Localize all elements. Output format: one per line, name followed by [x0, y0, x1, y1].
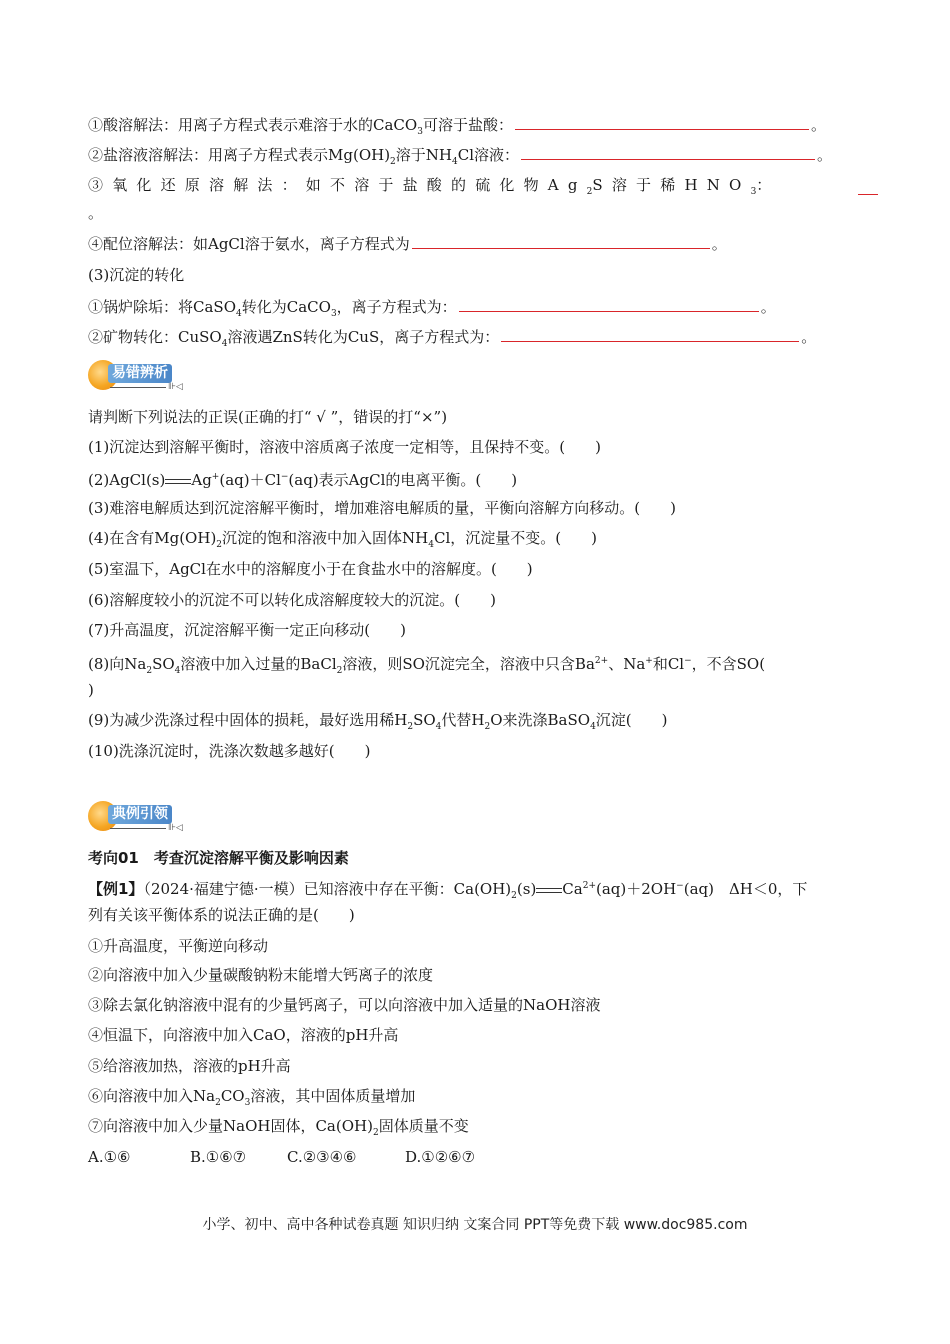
- choice-c[interactable]: C.②③④⑥: [287, 1148, 357, 1166]
- text: 请判断下列说法的正误(正确的打“ √ ”，错误的打“×”): [88, 408, 448, 426]
- text: (8)向Na: [88, 655, 147, 673]
- judgement-item-9: [88, 709, 878, 738]
- text: 。: [711, 235, 727, 253]
- subscript: 4: [590, 722, 596, 732]
- text: 转化为CaCO: [241, 298, 331, 316]
- text: (6)溶解度较小的沉淀不可以转化成溶解度较大的沉淀。( ): [88, 591, 496, 609]
- text: 。: [760, 298, 776, 316]
- text: (7)升高温度，沉淀溶解平衡一定正向移动( ): [88, 621, 406, 639]
- subscript: 4: [452, 157, 458, 167]
- text: （2024·福建宁德·一模）已知溶液中存在平衡：Ca(OH): [143, 880, 512, 898]
- text: 。: [817, 146, 833, 164]
- text: 溶液，其中固体质量增加: [250, 1087, 416, 1105]
- text: O来洗涤BaSO: [490, 711, 591, 729]
- text: (3)沉淀的转化: [88, 266, 185, 284]
- text: 、Na: [608, 655, 646, 673]
- salt-dissolution-line: [88, 144, 878, 173]
- text: ①锅炉除垢：将CaSO: [88, 298, 236, 316]
- text: 可溶于盐酸：: [422, 116, 513, 134]
- text: 考向01 考查沉淀溶解平衡及影响因素: [88, 849, 349, 867]
- acid-dissolution-line: [88, 114, 878, 143]
- judgement-item-8: [88, 650, 878, 682]
- text: ③除去氯化钠溶液中混有的少量钙离子，可以向溶液中加入适量的NaOH溶液: [88, 996, 601, 1014]
- subscript: 2: [407, 722, 414, 732]
- text: ②盐溶液溶解法：用离子方程式表示Mg(OH): [88, 146, 391, 164]
- choice-b[interactable]: B.①⑥⑦: [190, 1148, 247, 1166]
- statement-4: [88, 1024, 878, 1046]
- text: (s): [516, 880, 537, 898]
- judgement-intro: [88, 406, 878, 428]
- subsection-heading: [88, 264, 878, 286]
- text: Ca: [562, 880, 583, 898]
- answer-blank[interactable]: [459, 297, 759, 312]
- judgement-item-2: [88, 466, 878, 491]
- mineral-conversion-line: [88, 326, 878, 355]
- badge-arrow-icon: ⊪◁: [168, 382, 183, 392]
- superscript: +: [211, 472, 220, 482]
- text: 溶液中加入过量的BaCl: [180, 655, 337, 673]
- text: 溶液，则SO沉淀完全，溶液中只含Ba: [342, 655, 595, 673]
- text: ①升高温度，平衡逆向移动: [88, 937, 269, 955]
- text: ⑥向溶液中加入Na: [88, 1087, 216, 1105]
- text: (1)沉淀达到溶解平衡时，溶液中溶质离子浓度一定相等，且保持不变。( ): [88, 438, 601, 456]
- subscript: 3: [244, 1098, 251, 1108]
- text: (aq)＋2OH: [596, 880, 677, 898]
- judgement-item-4: [88, 527, 878, 556]
- badge-rule: [110, 387, 166, 388]
- redox-dissolution-line: [88, 174, 878, 203]
- statement-1: [88, 935, 878, 957]
- judgement-item-10: [88, 740, 878, 762]
- badge-label: 典例引领: [108, 805, 172, 824]
- judgement-item-1: [88, 436, 878, 458]
- answer-blank[interactable]: [412, 234, 710, 249]
- subscript: 3: [330, 309, 337, 319]
- statement-7: [88, 1115, 878, 1144]
- subscript: 2: [215, 1098, 221, 1108]
- text: S溶于稀HNO: [592, 176, 751, 194]
- text: 固体质量不变: [378, 1117, 469, 1135]
- choice-a[interactable]: A.①⑥: [88, 1148, 131, 1166]
- subscript: 3: [750, 187, 757, 197]
- text: ⑦向溶液中加入少量NaOH固体，Ca(OH): [88, 1117, 373, 1135]
- topic-heading: [88, 847, 878, 869]
- text: 溶于NH: [395, 146, 452, 164]
- text: ④配位溶解法：如AgCl溶于氨水，离子方程式为: [88, 235, 410, 253]
- choice-d[interactable]: D.①②⑥⑦: [405, 1148, 476, 1166]
- text: 。: [810, 116, 826, 134]
- text: ，离子方程式为：: [336, 298, 457, 316]
- text: Cl，沉淀量不变。( ): [433, 529, 597, 547]
- text: ①酸溶解法：用离子方程式表示难溶于水的CaCO: [88, 116, 418, 134]
- judgement-item-7: [88, 619, 878, 641]
- text: (9)为减少洗涤过程中固体的损耗，最好选用稀H: [88, 711, 408, 729]
- text: Ag: [191, 471, 212, 489]
- badge-arrow-icon: ⊪◁: [168, 823, 183, 833]
- example-question-line-2: [88, 904, 878, 926]
- example-question-line-1: [88, 875, 878, 907]
- text: ): [88, 681, 94, 699]
- text: (aq) ΔH＜0，下: [683, 880, 808, 898]
- subscript: 4: [174, 666, 181, 676]
- subscript: 2: [511, 891, 517, 901]
- equilibrium-arrow-icon: [536, 885, 562, 895]
- subscript: 3: [417, 127, 423, 137]
- text: (aq)＋Cl: [219, 471, 281, 489]
- text: (10)洗涤沉淀时，洗涤次数越多越好( ): [88, 742, 371, 760]
- answer-blank[interactable]: [501, 327, 799, 342]
- text: 。: [801, 328, 817, 346]
- section-badge-error-analysis: [88, 356, 188, 396]
- text: (aq)表示AgCl的电离平衡。( ): [288, 471, 518, 489]
- text: ③氧化还原溶解法：如不溶于盐酸的硫化物Ag: [88, 176, 587, 194]
- text: (4)在含有Mg(OH): [88, 529, 217, 547]
- text: 列有关该平衡体系的说法正确的是( ): [88, 906, 355, 924]
- judgement-item-6: [88, 589, 878, 611]
- text: ②矿物转化：CuSO: [88, 328, 222, 346]
- text: 沉淀的饱和溶液中加入固体NH: [222, 529, 429, 547]
- superscript: +: [645, 656, 653, 666]
- judgement-item-5: [88, 558, 878, 580]
- section-badge-typical-example: [88, 797, 188, 837]
- answer-blank[interactable]: [515, 115, 809, 130]
- badge-label: 易错辨析: [108, 364, 172, 383]
- text: SO: [152, 655, 175, 673]
- text: (3)难溶电解质达到沉淀溶解平衡时，增加难溶电解质的量，平衡向溶解方向移动。( ): [88, 499, 676, 517]
- statement-2: [88, 964, 878, 986]
- subscript: 2: [372, 1128, 379, 1138]
- text: ⑤给溶液加热，溶液的pH升高: [88, 1057, 291, 1075]
- text: 。: [88, 204, 104, 222]
- superscript: −: [676, 881, 684, 891]
- judgement-item-3: [88, 497, 878, 519]
- text: (2)AgCl(s): [88, 471, 166, 489]
- text: 和Cl: [652, 655, 685, 673]
- superscript: −: [684, 656, 692, 666]
- subscript: 4: [428, 540, 434, 550]
- subscript: 2: [390, 157, 396, 167]
- subscript: 4: [435, 722, 442, 732]
- superscript: −: [280, 472, 289, 482]
- statement-3: [88, 994, 878, 1016]
- text: ④恒温下，向溶液中加入CaO，溶液的pH升高: [88, 1026, 399, 1044]
- text: CO: [220, 1087, 245, 1105]
- badge-rule: [110, 828, 166, 829]
- subscript: 2: [216, 540, 223, 550]
- answer-blank[interactable]: [858, 180, 878, 195]
- superscript: 2+: [582, 881, 596, 891]
- subscript: 2: [146, 666, 153, 676]
- statement-6: [88, 1085, 878, 1114]
- text: ，不含SO(: [691, 655, 766, 673]
- statement-5: [88, 1055, 878, 1077]
- text: ：: [756, 176, 781, 194]
- coordination-dissolution-line: [88, 233, 878, 255]
- subscript: 4: [221, 339, 228, 349]
- text: (5)室温下，AgCl在水中的溶解度小于在食盐水中的溶解度。( ): [88, 560, 533, 578]
- superscript: 2+: [594, 656, 609, 666]
- answer-choices: [88, 1146, 878, 1168]
- redox-dissolution-end: [88, 202, 878, 224]
- subscript: 2: [586, 187, 593, 197]
- page-footer: 小学、初中、高中各种试卷真题 知识归纳 文案合同 PPT等免费下载 www.doc985.com: [202, 1217, 748, 1233]
- example-label: 【例1】: [88, 880, 144, 898]
- answer-blank[interactable]: [521, 145, 815, 160]
- boiler-descaling-line: [88, 296, 878, 325]
- text: Cl溶液：: [457, 146, 520, 164]
- subscript: 4: [236, 309, 242, 319]
- text: SO: [413, 711, 436, 729]
- text: ②向溶液中加入少量碳酸钠粉末能增大钙离子的浓度: [88, 966, 434, 984]
- equilibrium-arrow-icon: [165, 476, 191, 486]
- judgement-item-8-end: [88, 679, 878, 701]
- subscript: 2: [336, 666, 343, 676]
- text: 代替H: [441, 711, 485, 729]
- text: 沉淀( ): [595, 711, 668, 729]
- subscript: 2: [484, 722, 491, 732]
- text: 溶液遇ZnS转化为CuS，离子方程式为：: [227, 328, 500, 346]
